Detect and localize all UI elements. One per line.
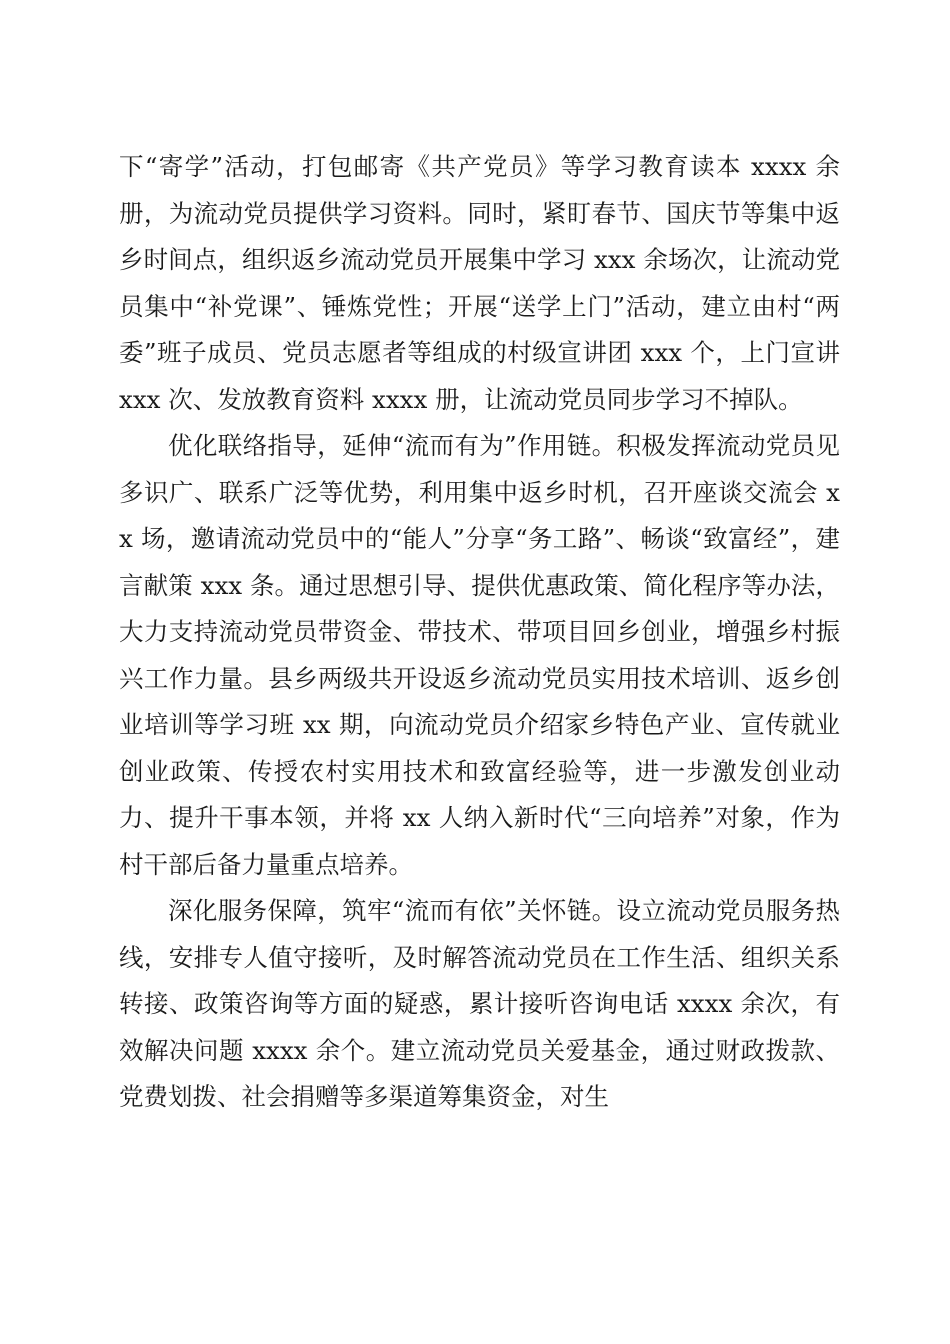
document-body (119, 144, 840, 1121)
paragraph-service-support: 深化服务保障，筑牢“流而有依”关怀链。设立流动党员服务热线，安排专人值守接听，及时解答流动党员在工作生活、组织关系转接、政策咨询等方面的疑惑，累计接听咨询电话 xxxx 余次，有效解决问题 xxxx 余个。建立流动党员关爱基金，通过财政拨款、党费划拨、社会捐赠等多渠道筹集资金，对生 (119, 896, 840, 1111)
paragraph-liaison-guidance: 优化联络指导，延伸“流而有为”作用链。积极发挥流动党员见多识广、联系广泛等优势，利用集中返乡时机，召开座谈交流会 xx 场，邀请流动党员中的“能人”分享“务工路”、畅谈“致富经”，建言献策 xxx 条。通过思想引导、提供优惠政策、简化程序等办法，大力支持流动党员带资金、带技术、带项目回乡创业，增强乡村振兴工作力量。县乡两级共开设返乡流动党员实用技术培训、返乡创业培训等学习班 xx 期，向流动党员介绍家乡特色产业、宣传就业创业政策、传授农村实用技术和致富经验等，进一步激发创业动力、提升干事本领，并将 xx 人纳入新时代“三向培养”对象，作为村干部后备力量重点培养。 (119, 431, 840, 879)
paragraph-study-continuation: 下“寄学”活动，打包邮寄《共产党员》等学习教育读本 xxxx 余册，为流动党员提供学习资料。同时，紧盯春节、国庆节等集中返乡时间点，组织返乡流动党员开展集中学习 xxx 余场次，让流动党员集中“补党课”、锤炼党性；开展“送学上门”活动，建立由村“两委”班子成员、党员志愿者等组成的村级宣讲团 xxx 个，上门宣讲 xxx 次、发放教育资料 xxxx 册，让流动党员同步学习不掉队。 (119, 152, 840, 414)
